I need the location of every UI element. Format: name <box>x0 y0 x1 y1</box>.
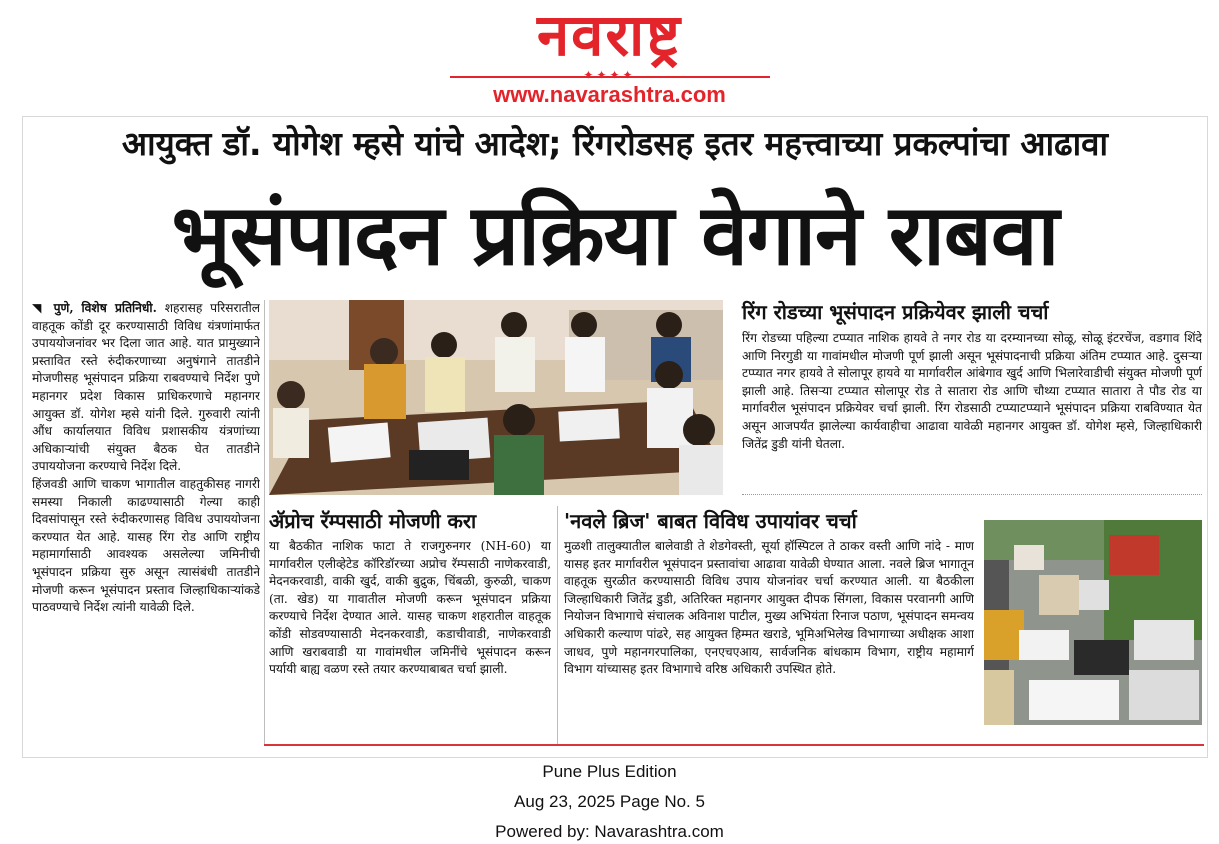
page-date-label: Aug 23, 2025 Page No. 5 <box>514 792 705 811</box>
approach-ramp-heading: ॲप्रोच रॅम्पसाठी मोजणी करा <box>269 509 477 533</box>
lead-paragraph-2: हिंजवडी आणि चाकण भागातील वाहतुकीसह नागरी समस्या निकाली काढण्यासाठी गेल्या काही दिवसांपासून रस्ते रुंदीकरणासह विविध उपाययोजना करण्यात येत आहे. यासह रिंग रोड आणि राष्ट्रीय महामार्गासाठी आवश्यक असलेल्या जमिनीची भूसंपादन प्रक्रिया सुरु असून त्यासंबंधी तातडीने मोजणी करून भूसंपादन प्रस्ताव जिल्हाधिकाऱ्यांकडे पाठवण्याचे निर्देश त्यांनी यावेळी दिले. <box>32 476 260 615</box>
navale-bridge-text: मुळशी तालुक्यातील बालेवाडी ते शेडगेवस्ती, सूर्या हॉस्पिटल ते ठाकर वस्ती आणि नांदे - माण यासह इतर मार्गावरील भूसंपादन प्रस्तावांचा आढावा यावेळी घेण्यात आला. नवले ब्रिज भागातून वाहतूक सुरळीत करण्यासाठी विविध उपाय योजनांवर चर्चा करण्यात आली. या बैठकीला जिल्हाधिकारी जितेंद्र डुडी, अतिरिक्त महानगर आयुक्त दीपक सिंगला, विकास परवानगी आणि नियोजन विभागाचे संचालक अविनाश पाटील, मुख्य अभियंता रिनाज पठाण, भूसंपादन समन्वय अधिकारी कल्याण पांढरे, सह आयुक्त हिम्मत खराडे, भूमिअभिलेख विभागाच्या अधीक्षक आशा जाधव, पुणे महानगरपालिका, एनएचएआय, सार्वजनिक बांधकाम विभाग, राष्ट्रीय महामार्ग विभाग यांच्यासह इतर विभागाचे वरिष्ठ अधिकारी उपस्थित होते. <box>564 539 974 677</box>
section-separator <box>742 494 1202 495</box>
powered-by-link[interactable]: Powered by: Navarashtra.com <box>495 822 724 841</box>
meeting-photo <box>269 300 723 495</box>
column-divider-2 <box>557 506 558 744</box>
masthead-logo[interactable]: नवराष्ट्र <box>536 1 683 69</box>
bottom-rule <box>264 744 1204 746</box>
byline: विशेष प्रतिनिधी. <box>81 301 157 315</box>
approach-ramp-text: या बैठकीत नाशिक फाटा ते राजगुरुनगर (NH-60) या मार्गावरील एलीव्हेटेड कॉरिडॉरच्या अप्रोच रॅम्पसाठी नाणेकरवाडी, मेदनकरवाडी, वाकी खुर्द, वाकी बुद्रुक, चिंबळी, कुरुळी, चाकण (ता. खेड) या गावातील मोजणी करून भूसंपादन प्रक्रिया करण्याचे निर्देश देण्यात आले. यासह चाकण शहरातील वाहतूक कोंडी सोडवण्यासाठी मेदनकरवाडी, कडाचीवाडी, नाणेकरवाडी आणि खराबवाडी या गावांमधील जमिनींचे भूसंपादन करून पर्यायी बाह्य वळण रस्ते तयार करण्याबाबत चर्चा झाली. <box>269 539 551 677</box>
article-kicker: आयुक्त डॉ. योगेश म्हसे यांचे आदेश; रिंगरोडसह इतर महत्त्वाच्या प्रकल्पांचा आढावा <box>121 124 1109 163</box>
traffic-photo-illustration <box>984 520 1202 725</box>
edition-label: Pune Plus Edition <box>542 762 677 781</box>
column-divider <box>264 300 265 745</box>
masthead-url-link[interactable]: www.navarashtra.com <box>493 82 726 107</box>
meeting-photo-illustration <box>269 300 723 495</box>
traffic-photo <box>984 520 1202 725</box>
navale-bridge-heading: 'नवले ब्रिज' बाबत विविध उपायांवर चर्चा <box>564 509 857 533</box>
lead-column <box>32 300 260 750</box>
dateline: ◥ पुणे, <box>32 301 74 315</box>
ring-road-heading: रिंग रोडच्या भूसंपादन प्रक्रियेवर झाली चर्चा <box>742 300 1049 324</box>
ring-road-text: रिंग रोडच्या पहिल्या टप्प्यात नाशिक हायवे ते नगर रोड या दरम्यानच्या सोळू, सोळू इंटरचेंज, वडगाव शिंदे आणि निरगुडी या गावांमधील मोजणी पूर्ण झाली असून भूसंपादनाची प्रक्रिया अंतिम टप्प्यात आहे. दुसऱ्या टप्प्यात नगर हायवे ते सोलापूर हायवे या मार्गावरील आंबेगाव खुर्द आणि भिलारेवाडीची संयुक्त मोजणी पूर्ण झाली आहे. तिसऱ्या टप्प्यात सोलापूर रोड ते सातारा रोड आणि चौथ्या टप्प्यात सातारा ते पौड रोड या मार्गावरील भूसंपादन प्रक्रियेवर चर्चा झाली. रिंग रोडसाठी टप्प्याटप्प्याने भूसंपादन प्रक्रिया राबविण्यात येत असून आजपर्यंत झालेल्या कार्यवाहीचा आढावा यावेळी महानगर आयुक्त डॉ. योगेश म्हसे, जिल्हाधिकारी जितेंद्र डुडी यांनी घेतला. <box>742 331 1202 451</box>
lead-text: शहरासह परिसरातील वाहतूक कोंडी दूर करण्यासाठी विविध यंत्रणांमार्फत उपाययोजनांवर भर दिला जात आहे. यात प्रामुख्याने प्रस्तावित रस्ते रुंदीकरणाच्या अनुषंगाने तातडीने मोजणीसह भूसंपादन प्रक्रिया राबवण्याचे निर्देश पुणे महानगर प्रदेश विकास प्राधिकरणाचे महानगर आयुक्त डॉ. योगेश म्हसे यांनी दिले. गुरुवारी त्यांनी औंध कार्यालयात विविध प्रशासकीय यंत्रणांच्या अधिकाऱ्यांची संयुक्त बैठक घेत तातडीने उपाययोजना करण्याचे निर्देश दिले. <box>32 301 260 474</box>
lead-paragraph <box>32 300 260 476</box>
masthead-stars-icon: ✦✦✦✦ <box>583 68 636 82</box>
article-headline: भूसंपादन प्रक्रिया वेगाने राबवा <box>171 186 1059 284</box>
